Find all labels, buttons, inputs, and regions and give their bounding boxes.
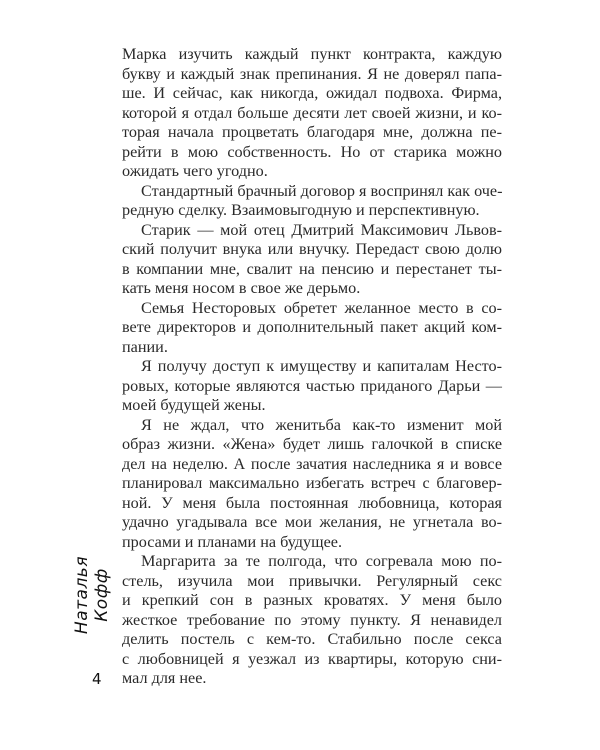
text-line: стель, изучила мои привычки. Регулярный секс [122,571,502,590]
paragraph [122,182,502,221]
running-head-author: Наталья Кофф [72,555,112,635]
text-line: Марка изучить каждый пункт контракта, каждую [122,45,502,63]
text-line: планировал максимально избегать встреч с благовер- [122,474,502,492]
text-line: ский получит внука или внучку. Передаст свою долю [122,240,502,258]
paragraph [122,45,502,182]
text-line: образ жизни. «Жена» будет лишь галочкой в списке [122,435,502,453]
text-line: Я не ждал, что женитьба как-то изменит мой [141,415,502,434]
text-line: с любовницей я уезжал из квартиры, которую сни- [122,649,502,668]
text-line: ше. И сейчас, как никогда, ожидал подвоха. Фирма, [122,84,502,102]
text-line: Маргарита за те полгода, что согревала мою по- [141,552,502,570]
text-line: вете директоров и дополнительный пакет акций ком- [122,318,502,336]
page-number: 4 [92,670,102,688]
text-line: Семья Несторовых обретет желанное место в со- [141,298,502,317]
text-line: дел на неделю. А после зачатия наследника я и вовсе [122,454,502,473]
paragraph [122,357,502,416]
body-text [122,45,502,689]
text-line: редную сделку. Взаимовыгодную и перспективную. [122,201,480,219]
text-line: рейти в мою собственность. Но от старика можно [122,142,502,161]
text-line: Я получу доступ к имуществу и капиталам Несто- [141,357,502,375]
text-line: Старик — мой отец Дмитрий Максимович Львов- [141,220,502,239]
paragraph [122,552,502,689]
text-line: букву и каждый знак препинания. Я не доверял папа- [122,64,502,83]
text-line: кать меня носом в свое же дерьмо. [122,279,361,297]
text-line: делить постель с кем-то. Стабильно после секса [122,630,502,648]
text-line: просами и планами на будущее. [122,532,343,551]
text-line: ожидать чего угодно. [122,162,268,180]
text-line: которой я отдал больше десяти лет своей жизни, и ко- [122,103,502,122]
text-line: и крепкий сон в разных кроватях. У меня было [122,591,502,609]
paragraph [122,299,502,358]
text-line: жесткое требование по этому пункту. Я ненавидел [122,610,502,629]
paragraph [122,221,502,299]
text-line: ровых, которые являются частью приданого Дарьи — [122,376,502,395]
text-line: мал для нее. [122,669,207,687]
text-line: пании. [122,337,168,356]
text-line: Стандартный брачный договор я воспринял как оче- [141,181,503,200]
paragraph [122,416,502,553]
text-line: моей будущей жены. [122,396,266,414]
text-line: торая начала процветать благодаря мне, должна пе- [122,123,502,141]
text-line: удачно угадывала все мои желания, не угнетала во- [122,513,502,531]
text-line: в компании мне, свалит на пенсию и перестанет ты- [122,259,502,278]
text-line: ной. У меня была постоянная любовница, которая [122,493,502,512]
